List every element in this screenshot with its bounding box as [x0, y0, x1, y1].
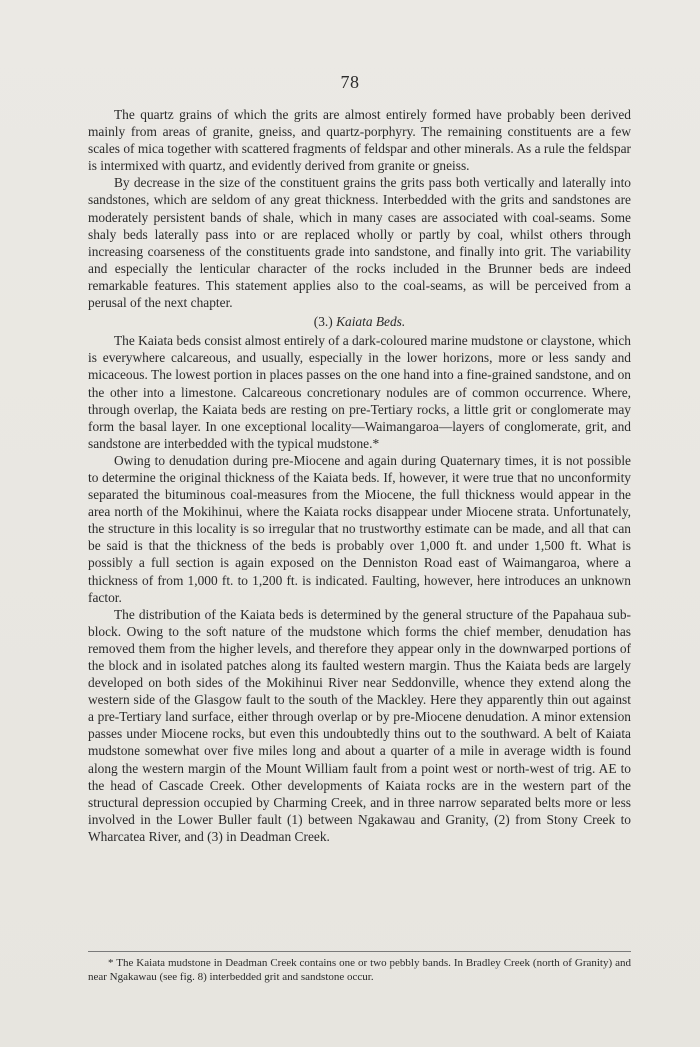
section-title: Kaiata Beds.: [336, 314, 406, 330]
paragraph-quartz-grains: The quartz grains of which the grits are almost entirely formed have probably been derived mainly from areas of granite, gneiss, and quartz-porphyry. The remaining constituents are a few scales of mica together with scattered fragments of feldspar and other minerals. As a rule the feldspar is intermixed with quartz, and evidently derived from granite or gneiss.: [88, 107, 631, 174]
footnote-divider: [88, 951, 631, 952]
paragraph-kaiata-composition: The Kaiata beds consist almost entirely of a dark-coloured marine mudstone or claystone, which is everywhere calcareous, and usually, especially in the lower horizons, more or less sandy and micaceous. The lowest portion in places passes on the one hand into a fine-grained sandstone, and on the other into a limestone. Calcareous concretionary nodules are of common occurrence. Where, through overlap, the Kaiata beds are resting on pre-Tertiary rocks, a little grit or conglomerate may form the basal layer. In one exceptional locality—Waimangaroa—layers of conglomerate, grit, and sandstone are interbedded with the typical mudstone.*: [88, 333, 631, 451]
paragraph-kaiata-thickness: Owing to denudation during pre-Miocene and again during Quaternary times, it is not possible to determine the original thickness of the Kaiata beds. If, however, it were true that no unconformity separated the bituminous coal-measures from the Miocene, the full thickness would appear in the area north of the Mokihinui, where the Kaiata rocks disappear under Miocene strata. Unfortunately, the structure in this locality is so irregular that no trustworthy estimate can be made, and all that can be said is that the thickness of the beds is probably over 1,000 ft. and under 1,500 ft. What is possibly a full section is again exposed on the Denniston Road east of Waimangaroa, where a thickness of from 1,000 ft. to 1,200 ft. is indicated. Faulting, however, here introduces an unknown factor.: [88, 452, 631, 605]
section-heading: [88, 313, 631, 330]
paragraph-kaiata-distribution: The distribution of the Kaiata beds is determined by the general structure of the Papahaua sub-block. Owing to the soft nature of the mudstone which forms the chief member, denudation has removed them from the higher levels, and therefore they appear only in the downwarped portions of the block and in isolated patches along its faulted western margin. Thus the Kaiata beds are largely developed on both sides of the Mokihinui River near Seddonville, whence they extend along the western side of the Glasgow fault to the south of the Mackley. Here they apparently thin out against a pre-Tertiary land surface, either through overlap or by pre-Miocene denudation. A minor extension passes under Miocene rocks, but even this undoubtedly thins out to the southward. A belt of Kaiata mudstone somewhat over five miles long and about a quarter of a mile in average width is found along the western margin of the Mount William fault from a point west or north-west of trig. AE to the head of Cascade Creek. Other developments of Kaiata rocks are in the western part of the structural depression occupied by Charming Creek, and in three narrow separated belts more or less involved in the Lower Buller fault (1) between Ngakawau and Granity, (2) from Stony Creek to Wharcatea River, and (3) in Deadman Creek.: [88, 606, 631, 844]
page-number: 78: [340, 72, 360, 92]
section-number: (3.): [313, 314, 333, 330]
paragraph-grain-size: By decrease in the size of the constituent grains the grits pass both vertically and laterally into sandstones, which are seldom of any great thickness. Interbedded with the grits and sandstones are moderately persistent bands of shale, which in many cases are associated with coal-seams. Some shaly beds laterally pass into or are replaced wholly or partly by coal, whilst others through increasing coarseness of the constituents grade into sandstone, and finally into grit. The variability and especially the lenticular character of the rocks included in the Brunner beds are indeed remarkable features. This statement applies also to the coal-seams, as will be perceived from a perusal of the next chapter.: [88, 175, 631, 311]
main-text: [88, 106, 631, 845]
footnote: * The Kaiata mudstone in Deadman Creek contains one or two pebbly bands. In Bradley Creek (north of Granity) and near Ngakawau (see fig. 8) interbedded grit and sandstone occur.: [88, 957, 631, 983]
